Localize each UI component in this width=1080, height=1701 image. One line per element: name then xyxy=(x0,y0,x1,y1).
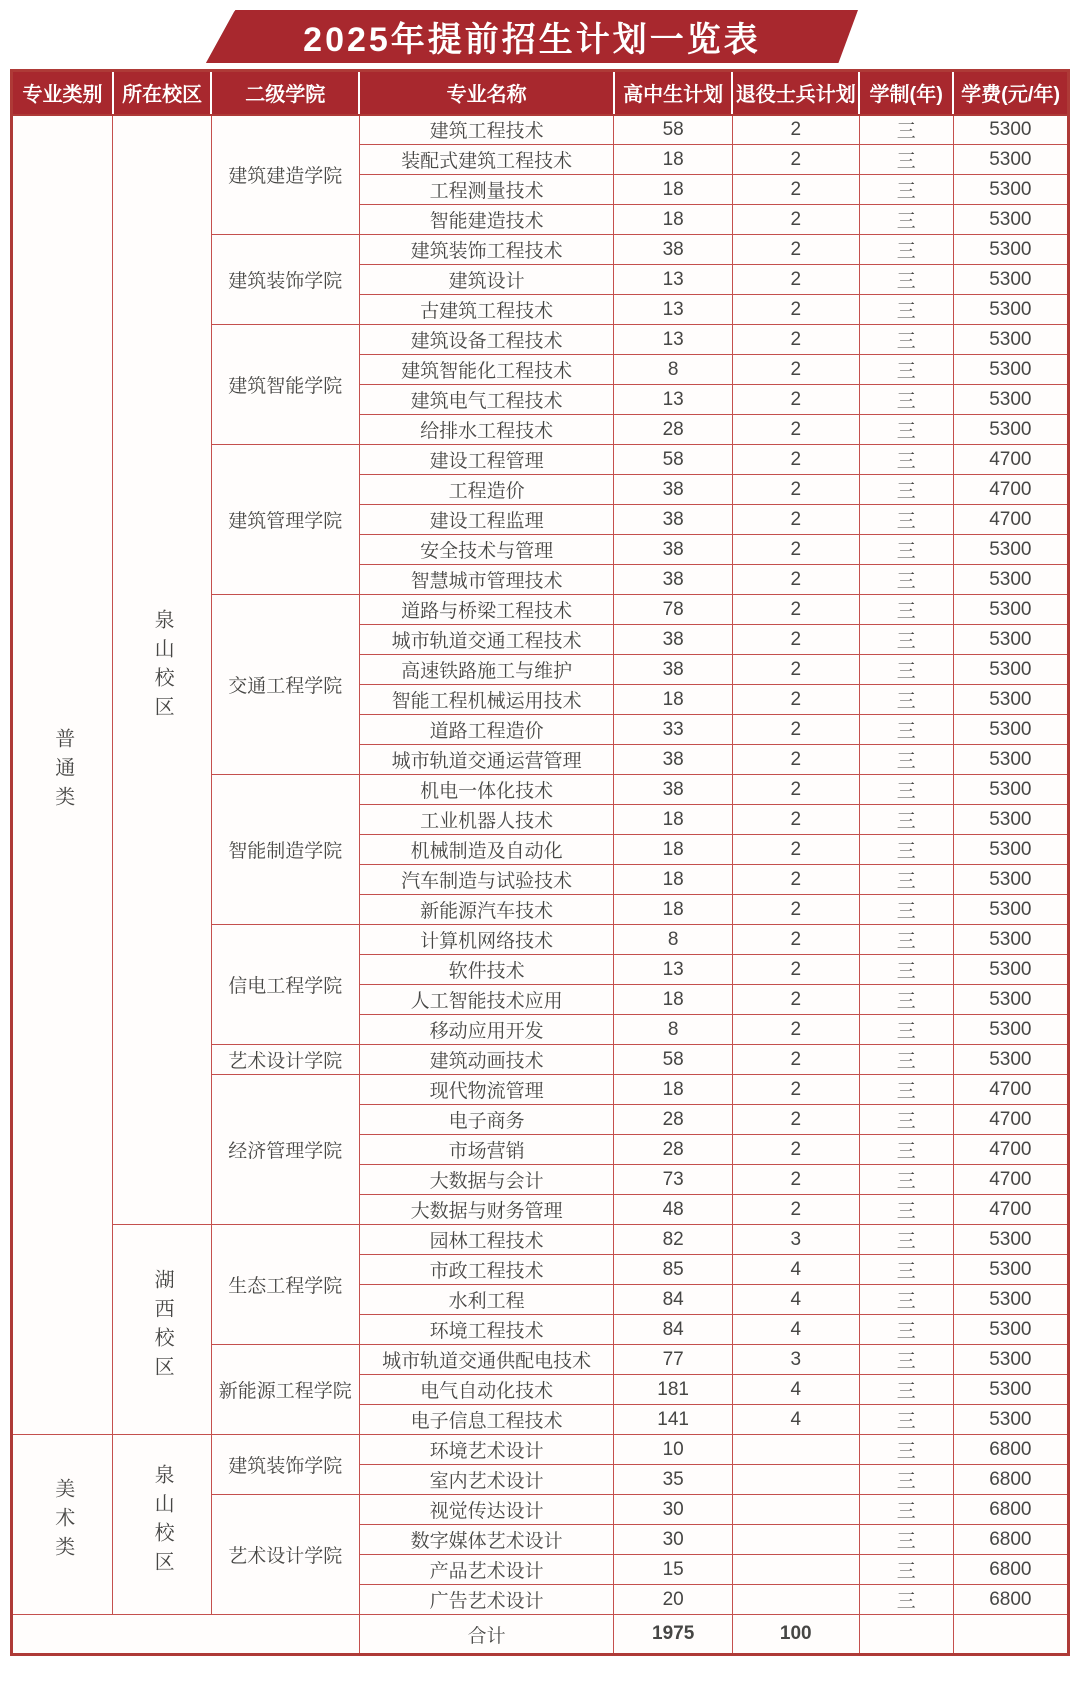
major-name-cell: 市场营销 xyxy=(359,1135,614,1165)
veteran-plan-cell: 2 xyxy=(732,565,859,595)
duration-cell: 三 xyxy=(859,1585,953,1615)
tuition-cell: 5300 xyxy=(953,925,1068,955)
tuition-cell: 4700 xyxy=(953,505,1068,535)
duration-cell: 三 xyxy=(859,1495,953,1525)
veteran-plan-cell: 2 xyxy=(732,1105,859,1135)
major-name-cell: 高速铁路施工与维护 xyxy=(359,655,614,685)
duration-cell: 三 xyxy=(859,775,953,805)
veteran-plan-cell: 2 xyxy=(732,1045,859,1075)
tuition-cell: 4700 xyxy=(953,475,1068,505)
veteran-plan-cell xyxy=(732,1435,859,1465)
college-cell: 建筑装饰学院 xyxy=(211,235,359,325)
tuition-cell: 5300 xyxy=(953,235,1068,265)
duration-cell: 三 xyxy=(859,685,953,715)
tuition-cell: 5300 xyxy=(953,805,1068,835)
major-name-cell: 数字媒体艺术设计 xyxy=(359,1525,614,1555)
duration-cell: 三 xyxy=(859,115,953,145)
veteran-plan-cell: 2 xyxy=(732,745,859,775)
duration-cell: 三 xyxy=(859,595,953,625)
hs-plan-cell: 141 xyxy=(614,1405,732,1435)
duration-cell: 三 xyxy=(859,745,953,775)
duration-cell: 三 xyxy=(859,1285,953,1315)
hs-plan-cell: 78 xyxy=(614,595,732,625)
major-name-cell: 工程测量技术 xyxy=(359,175,614,205)
page-title: 2025年提前招生计划一览表 xyxy=(303,21,761,59)
campus-cell xyxy=(113,1435,211,1615)
hs-plan-cell: 28 xyxy=(614,415,732,445)
major-name-cell: 智能工程机械运用技术 xyxy=(359,685,614,715)
tuition-cell: 5300 xyxy=(953,355,1068,385)
duration-cell: 三 xyxy=(859,325,953,355)
duration-cell: 三 xyxy=(859,655,953,685)
major-name-cell: 视觉传达设计 xyxy=(359,1495,614,1525)
hs-plan-cell: 8 xyxy=(614,1015,732,1045)
hs-plan-cell: 38 xyxy=(614,505,732,535)
tuition-cell: 5300 xyxy=(953,325,1068,355)
tuition-cell: 5300 xyxy=(953,1045,1068,1075)
duration-cell: 三 xyxy=(859,1435,953,1465)
college-cell: 艺术设计学院 xyxy=(211,1495,359,1615)
tuition-cell: 6800 xyxy=(953,1525,1068,1555)
tuition-cell: 5300 xyxy=(953,415,1068,445)
hs-plan-cell: 8 xyxy=(614,355,732,385)
hs-plan-cell: 30 xyxy=(614,1495,732,1525)
tuition-cell: 6800 xyxy=(953,1555,1068,1585)
duration-cell: 三 xyxy=(859,625,953,655)
tuition-cell: 5300 xyxy=(953,955,1068,985)
veteran-plan-cell xyxy=(732,1465,859,1495)
total-tuition-cell xyxy=(953,1615,1068,1655)
major-name-cell: 智能建造技术 xyxy=(359,205,614,235)
tuition-cell: 6800 xyxy=(953,1495,1068,1525)
hs-plan-cell: 84 xyxy=(614,1315,732,1345)
duration-cell: 三 xyxy=(859,1225,953,1255)
tuition-cell: 4700 xyxy=(953,1135,1068,1165)
veteran-plan-cell: 4 xyxy=(732,1375,859,1405)
duration-cell: 三 xyxy=(859,175,953,205)
duration-cell: 三 xyxy=(859,1195,953,1225)
hs-plan-cell: 28 xyxy=(614,1105,732,1135)
major-name-cell: 人工智能技术应用 xyxy=(359,985,614,1015)
major-name-cell: 城市轨道交通运营管理 xyxy=(359,745,614,775)
tuition-cell: 5300 xyxy=(953,865,1068,895)
tuition-cell: 5300 xyxy=(953,1225,1068,1255)
tuition-cell: 5300 xyxy=(953,1405,1068,1435)
major-name-cell: 智慧城市管理技术 xyxy=(359,565,614,595)
college-cell: 信电工程学院 xyxy=(211,925,359,1045)
tuition-cell: 5300 xyxy=(953,835,1068,865)
veteran-plan-cell: 2 xyxy=(732,715,859,745)
veteran-plan-cell: 2 xyxy=(732,955,859,985)
major-name-cell: 现代物流管理 xyxy=(359,1075,614,1105)
college-cell: 艺术设计学院 xyxy=(211,1045,359,1075)
duration-cell: 三 xyxy=(859,1405,953,1435)
hs-plan-cell: 15 xyxy=(614,1555,732,1585)
major-name-cell: 城市轨道交通供配电技术 xyxy=(359,1345,614,1375)
veteran-plan-cell: 2 xyxy=(732,895,859,925)
veteran-plan-cell: 2 xyxy=(732,865,859,895)
tuition-cell: 5300 xyxy=(953,175,1068,205)
veteran-plan-cell xyxy=(732,1495,859,1525)
duration-cell: 三 xyxy=(859,805,953,835)
tuition-cell: 5300 xyxy=(953,985,1068,1015)
duration-cell: 三 xyxy=(859,385,953,415)
tuition-cell: 5300 xyxy=(953,295,1068,325)
major-name-cell: 室内艺术设计 xyxy=(359,1465,614,1495)
tuition-cell: 5300 xyxy=(953,1015,1068,1045)
veteran-plan-cell: 2 xyxy=(732,685,859,715)
major-name-cell: 建筑电气工程技术 xyxy=(359,385,614,415)
hs-plan-cell: 13 xyxy=(614,295,732,325)
hs-plan-cell: 18 xyxy=(614,835,732,865)
major-name-cell: 机电一体化技术 xyxy=(359,775,614,805)
major-name-cell: 广告艺术设计 xyxy=(359,1585,614,1615)
duration-cell: 三 xyxy=(859,715,953,745)
college-cell: 新能源工程学院 xyxy=(211,1345,359,1435)
college-cell: 建筑管理学院 xyxy=(211,445,359,595)
college-cell: 建筑建造学院 xyxy=(211,115,359,235)
major-name-cell: 建筑设备工程技术 xyxy=(359,325,614,355)
tuition-cell: 5300 xyxy=(953,1345,1068,1375)
duration-cell: 三 xyxy=(859,505,953,535)
duration-cell: 三 xyxy=(859,1045,953,1075)
major-name-cell: 建设工程管理 xyxy=(359,445,614,475)
duration-cell: 三 xyxy=(859,955,953,985)
major-name-cell: 道路工程造价 xyxy=(359,715,614,745)
campus-label: 湖西校区 xyxy=(151,1268,174,1385)
hs-plan-cell: 18 xyxy=(614,685,732,715)
major-name-cell: 大数据与会计 xyxy=(359,1165,614,1195)
hs-plan-cell: 77 xyxy=(614,1345,732,1375)
hs-plan-cell: 18 xyxy=(614,175,732,205)
veteran-plan-cell: 2 xyxy=(732,985,859,1015)
veteran-plan-cell: 3 xyxy=(732,1225,859,1255)
duration-cell: 三 xyxy=(859,1555,953,1585)
hs-plan-cell: 20 xyxy=(614,1585,732,1615)
major-name-cell: 水利工程 xyxy=(359,1285,614,1315)
duration-cell: 三 xyxy=(859,985,953,1015)
hs-plan-cell: 38 xyxy=(614,775,732,805)
tuition-cell: 5300 xyxy=(953,1285,1068,1315)
hs-plan-cell: 10 xyxy=(614,1435,732,1465)
category-label: 普通类 xyxy=(51,728,74,816)
veteran-plan-cell: 2 xyxy=(732,325,859,355)
duration-cell: 三 xyxy=(859,295,953,325)
veteran-plan-cell: 2 xyxy=(732,385,859,415)
duration-cell: 三 xyxy=(859,1165,953,1195)
veteran-plan-cell: 4 xyxy=(732,1255,859,1285)
hs-plan-cell: 58 xyxy=(614,445,732,475)
major-name-cell: 新能源汽车技术 xyxy=(359,895,614,925)
major-name-cell: 工程造价 xyxy=(359,475,614,505)
tuition-cell: 5300 xyxy=(953,205,1068,235)
duration-cell: 三 xyxy=(859,925,953,955)
duration-cell: 三 xyxy=(859,475,953,505)
hs-plan-cell: 30 xyxy=(614,1525,732,1555)
hs-plan-cell: 48 xyxy=(614,1195,732,1225)
column-header-5: 高中生计划 xyxy=(614,71,732,115)
column-header-2: 所在校区 xyxy=(113,71,211,115)
duration-cell: 三 xyxy=(859,835,953,865)
hs-plan-cell: 18 xyxy=(614,805,732,835)
major-name-cell: 城市轨道交通工程技术 xyxy=(359,625,614,655)
duration-cell: 三 xyxy=(859,1465,953,1495)
tuition-cell: 5300 xyxy=(953,1255,1068,1285)
veteran-plan-cell: 2 xyxy=(732,235,859,265)
tuition-cell: 5300 xyxy=(953,625,1068,655)
major-name-cell: 建设工程监理 xyxy=(359,505,614,535)
veteran-plan-cell xyxy=(732,1555,859,1585)
table-body xyxy=(12,115,1069,1655)
major-name-cell: 机械制造及自动化 xyxy=(359,835,614,865)
veteran-plan-cell xyxy=(732,1585,859,1615)
hs-plan-cell: 18 xyxy=(614,985,732,1015)
major-name-cell: 移动应用开发 xyxy=(359,1015,614,1045)
tuition-cell: 5300 xyxy=(953,145,1068,175)
tuition-cell: 5300 xyxy=(953,655,1068,685)
veteran-plan-cell: 2 xyxy=(732,1015,859,1045)
duration-cell: 三 xyxy=(859,355,953,385)
veteran-plan-cell: 4 xyxy=(732,1315,859,1345)
title-banner xyxy=(206,10,858,63)
tuition-cell: 5300 xyxy=(953,895,1068,925)
tuition-cell: 4700 xyxy=(953,1165,1068,1195)
veteran-plan-cell: 2 xyxy=(732,475,859,505)
hs-plan-cell: 38 xyxy=(614,475,732,505)
duration-cell: 三 xyxy=(859,445,953,475)
hs-plan-cell: 28 xyxy=(614,1135,732,1165)
veteran-plan-cell: 4 xyxy=(732,1405,859,1435)
campus-label: 泉山校区 xyxy=(151,608,174,725)
duration-cell: 三 xyxy=(859,565,953,595)
duration-cell: 三 xyxy=(859,415,953,445)
duration-cell: 三 xyxy=(859,145,953,175)
major-name-cell: 工业机器人技术 xyxy=(359,805,614,835)
tuition-cell: 5300 xyxy=(953,715,1068,745)
duration-cell: 三 xyxy=(859,1135,953,1165)
veteran-plan-cell: 2 xyxy=(732,805,859,835)
table-header xyxy=(12,71,1069,115)
duration-cell: 三 xyxy=(859,865,953,895)
college-cell: 生态工程学院 xyxy=(211,1225,359,1345)
hs-plan-cell: 8 xyxy=(614,925,732,955)
major-name-cell: 建筑工程技术 xyxy=(359,115,614,145)
column-header-6: 退役士兵计划 xyxy=(732,71,859,115)
tuition-cell: 6800 xyxy=(953,1585,1068,1615)
hs-plan-cell: 38 xyxy=(614,655,732,685)
veteran-plan-cell: 2 xyxy=(732,445,859,475)
tuition-cell: 4700 xyxy=(953,445,1068,475)
veteran-plan-cell: 2 xyxy=(732,1075,859,1105)
major-name-cell: 建筑智能化工程技术 xyxy=(359,355,614,385)
college-cell: 经济管理学院 xyxy=(211,1075,359,1225)
tuition-cell: 5300 xyxy=(953,115,1068,145)
total-hs-cell: 1975 xyxy=(614,1615,732,1655)
major-name-cell: 电气自动化技术 xyxy=(359,1375,614,1405)
column-header-1: 专业类别 xyxy=(12,71,113,115)
veteran-plan-cell: 2 xyxy=(732,535,859,565)
tuition-cell: 5300 xyxy=(953,595,1068,625)
hs-plan-cell: 18 xyxy=(614,205,732,235)
hs-plan-cell: 13 xyxy=(614,325,732,355)
veteran-plan-cell: 2 xyxy=(732,925,859,955)
major-name-cell: 市政工程技术 xyxy=(359,1255,614,1285)
tuition-cell: 5300 xyxy=(953,265,1068,295)
hs-plan-cell: 13 xyxy=(614,385,732,415)
major-name-cell: 大数据与财务管理 xyxy=(359,1195,614,1225)
category-cell xyxy=(12,1435,113,1615)
campus-cell xyxy=(113,115,211,1225)
campus-cell xyxy=(113,1225,211,1435)
hs-plan-cell: 82 xyxy=(614,1225,732,1255)
column-header-7: 学制(年) xyxy=(859,71,953,115)
hs-plan-cell: 58 xyxy=(614,1045,732,1075)
veteran-plan-cell: 2 xyxy=(732,355,859,385)
college-cell: 交通工程学院 xyxy=(211,595,359,775)
duration-cell: 三 xyxy=(859,535,953,565)
table-row xyxy=(12,1435,1069,1465)
major-name-cell: 产品艺术设计 xyxy=(359,1555,614,1585)
total-row xyxy=(12,1615,1069,1655)
duration-cell: 三 xyxy=(859,1105,953,1135)
hs-plan-cell: 181 xyxy=(614,1375,732,1405)
total-duration-cell xyxy=(859,1615,953,1655)
major-name-cell: 计算机网络技术 xyxy=(359,925,614,955)
major-name-cell: 电子商务 xyxy=(359,1105,614,1135)
duration-cell: 三 xyxy=(859,1075,953,1105)
tuition-cell: 4700 xyxy=(953,1195,1068,1225)
major-name-cell: 建筑设计 xyxy=(359,265,614,295)
veteran-plan-cell: 2 xyxy=(732,145,859,175)
hs-plan-cell: 33 xyxy=(614,715,732,745)
hs-plan-cell: 38 xyxy=(614,745,732,775)
tuition-cell: 6800 xyxy=(953,1435,1068,1465)
duration-cell: 三 xyxy=(859,265,953,295)
veteran-plan-cell: 2 xyxy=(732,1195,859,1225)
veteran-plan-cell: 2 xyxy=(732,265,859,295)
tuition-cell: 6800 xyxy=(953,1465,1068,1495)
major-name-cell: 园林工程技术 xyxy=(359,1225,614,1255)
veteran-plan-cell: 2 xyxy=(732,505,859,535)
hs-plan-cell: 13 xyxy=(614,265,732,295)
major-name-cell: 软件技术 xyxy=(359,955,614,985)
hs-plan-cell: 85 xyxy=(614,1255,732,1285)
tuition-cell: 4700 xyxy=(953,1075,1068,1105)
table-row xyxy=(12,1225,1069,1255)
column-header-8: 学费(元/年) xyxy=(953,71,1068,115)
hs-plan-cell: 38 xyxy=(614,565,732,595)
college-cell: 智能制造学院 xyxy=(211,775,359,925)
major-name-cell: 建筑装饰工程技术 xyxy=(359,235,614,265)
major-name-cell: 建筑动画技术 xyxy=(359,1045,614,1075)
major-name-cell: 汽车制造与试验技术 xyxy=(359,865,614,895)
major-name-cell: 古建筑工程技术 xyxy=(359,295,614,325)
tuition-cell: 4700 xyxy=(953,1105,1068,1135)
tuition-cell: 5300 xyxy=(953,775,1068,805)
veteran-plan-cell: 2 xyxy=(732,1135,859,1165)
duration-cell: 三 xyxy=(859,895,953,925)
hs-plan-cell: 38 xyxy=(614,535,732,565)
tuition-cell: 5300 xyxy=(953,535,1068,565)
veteran-plan-cell: 2 xyxy=(732,115,859,145)
veteran-plan-cell: 2 xyxy=(732,775,859,805)
veteran-plan-cell: 2 xyxy=(732,1165,859,1195)
admission-plan-table xyxy=(10,69,1070,1656)
veteran-plan-cell: 2 xyxy=(732,835,859,865)
hs-plan-cell: 35 xyxy=(614,1465,732,1495)
tuition-cell: 5300 xyxy=(953,685,1068,715)
category-label: 美术类 xyxy=(51,1478,74,1565)
hs-plan-cell: 38 xyxy=(614,235,732,265)
duration-cell: 三 xyxy=(859,1015,953,1045)
tuition-cell: 5300 xyxy=(953,745,1068,775)
hs-plan-cell: 73 xyxy=(614,1165,732,1195)
total-spacer-cell xyxy=(12,1615,360,1655)
college-cell: 建筑装饰学院 xyxy=(211,1435,359,1495)
hs-plan-cell: 18 xyxy=(614,1075,732,1105)
column-header-4: 专业名称 xyxy=(359,71,614,115)
veteran-plan-cell: 2 xyxy=(732,655,859,685)
campus-label: 泉山校区 xyxy=(151,1463,174,1580)
duration-cell: 三 xyxy=(859,1315,953,1345)
major-name-cell: 环境工程技术 xyxy=(359,1315,614,1345)
column-header-3: 二级学院 xyxy=(211,71,359,115)
major-name-cell: 给排水工程技术 xyxy=(359,415,614,445)
veteran-plan-cell: 3 xyxy=(732,1345,859,1375)
duration-cell: 三 xyxy=(859,235,953,265)
hs-plan-cell: 13 xyxy=(614,955,732,985)
tuition-cell: 5300 xyxy=(953,385,1068,415)
major-name-cell: 安全技术与管理 xyxy=(359,535,614,565)
tuition-cell: 5300 xyxy=(953,1375,1068,1405)
major-name-cell: 电子信息工程技术 xyxy=(359,1405,614,1435)
veteran-plan-cell: 2 xyxy=(732,175,859,205)
college-cell: 建筑智能学院 xyxy=(211,325,359,445)
table-row xyxy=(12,115,1069,145)
hs-plan-cell: 84 xyxy=(614,1285,732,1315)
hs-plan-cell: 18 xyxy=(614,895,732,925)
veteran-plan-cell: 4 xyxy=(732,1285,859,1315)
duration-cell: 三 xyxy=(859,205,953,235)
duration-cell: 三 xyxy=(859,1375,953,1405)
category-cell xyxy=(12,115,113,1435)
veteran-plan-cell: 2 xyxy=(732,625,859,655)
hs-plan-cell: 18 xyxy=(614,145,732,175)
hs-plan-cell: 38 xyxy=(614,625,732,655)
major-name-cell: 装配式建筑工程技术 xyxy=(359,145,614,175)
duration-cell: 三 xyxy=(859,1255,953,1285)
major-name-cell: 道路与桥梁工程技术 xyxy=(359,595,614,625)
major-name-cell: 环境艺术设计 xyxy=(359,1435,614,1465)
veteran-plan-cell: 2 xyxy=(732,415,859,445)
hs-plan-cell: 18 xyxy=(614,865,732,895)
hs-plan-cell: 58 xyxy=(614,115,732,145)
veteran-plan-cell: 2 xyxy=(732,205,859,235)
veteran-plan-cell: 2 xyxy=(732,295,859,325)
total-veteran-cell: 100 xyxy=(732,1615,859,1655)
tuition-cell: 5300 xyxy=(953,1315,1068,1345)
total-label-cell: 合计 xyxy=(359,1615,614,1655)
duration-cell: 三 xyxy=(859,1525,953,1555)
tuition-cell: 5300 xyxy=(953,565,1068,595)
veteran-plan-cell xyxy=(732,1525,859,1555)
duration-cell: 三 xyxy=(859,1345,953,1375)
veteran-plan-cell: 2 xyxy=(732,595,859,625)
